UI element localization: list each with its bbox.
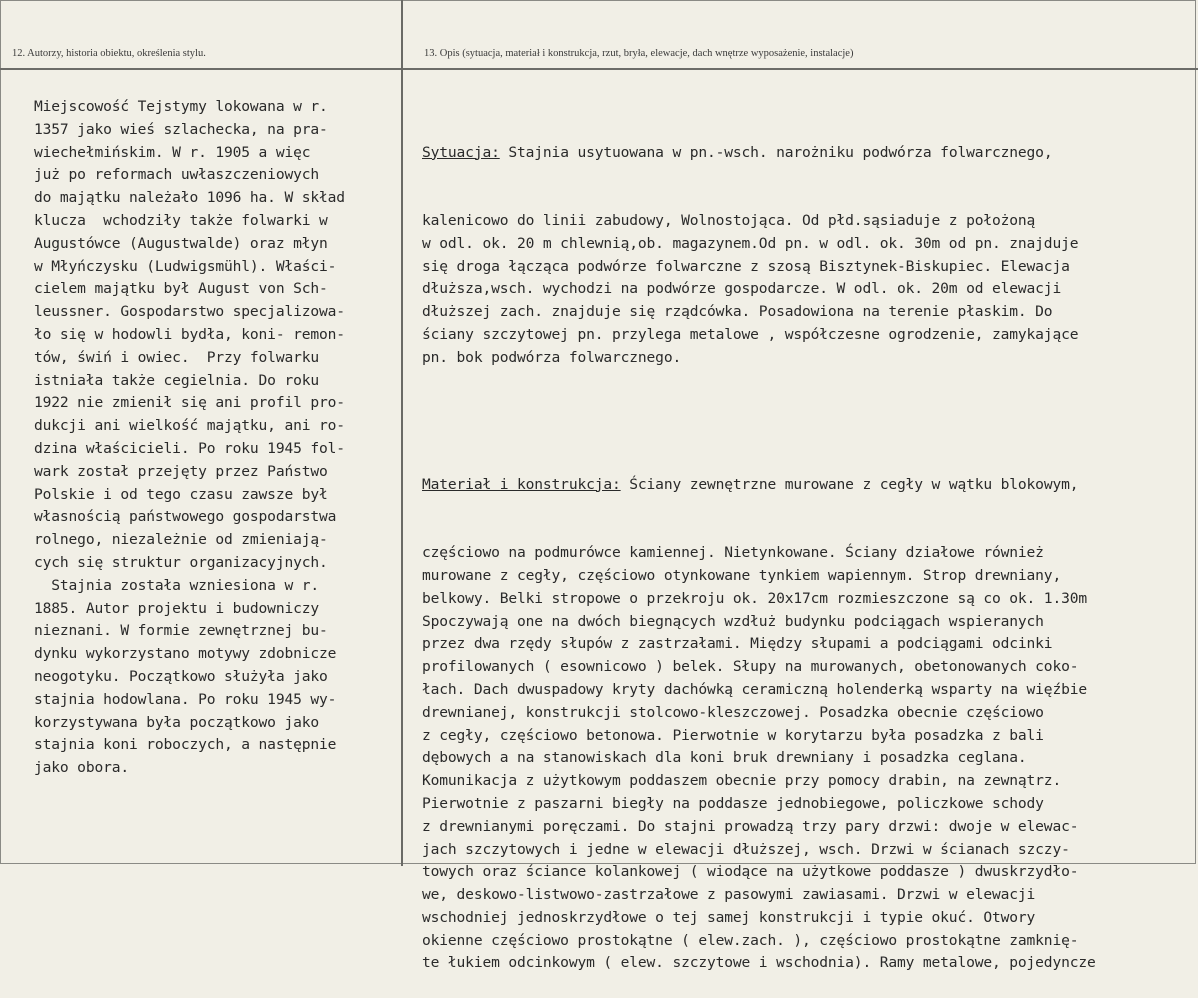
text-line: okienne częściowo prostokątne ( elew.zach. ), częściowo prostokątne zamknię- bbox=[422, 931, 1079, 949]
text-line: 1922 nie zmienił się ani profil pro- bbox=[34, 394, 345, 412]
text-line: we, deskowo-listwowo-zastrzałowe z pasowymi zawiasami. Drzwi w elewacji bbox=[422, 886, 1036, 904]
text-line: dłuższa,wsch. wychodzi na podwórze gospodarcze. W odl. ok. 20m od elewacji bbox=[422, 280, 1062, 298]
text-line: łach. Dach dwuspadowy kryty dachówką ceramiczną holenderką wsparty na więźbie bbox=[422, 680, 1087, 698]
text-line: tów, świń i owiec. Przy folwarku bbox=[34, 348, 319, 366]
text-line: Pierwotnie z paszarni biegły na poddasze jednobiegowe, policzkowe schody bbox=[422, 794, 1044, 812]
text-line: Spoczywają one na dwóch biegnących wzdłuż budynku podciągach wspieranych bbox=[422, 612, 1044, 630]
text-line: jako obora. bbox=[34, 759, 129, 777]
header-strip bbox=[0, 0, 1198, 70]
text-line: kalenicowo do linii zabudowy, Wolnostojąca. Od płd.sąsiaduje z położoną bbox=[422, 211, 1036, 229]
situation-paragraph bbox=[422, 210, 1196, 370]
text-line: Polskie i od tego czasu zawsze był bbox=[34, 485, 328, 503]
text-line: w Młyńczysku (Ludwigsmühl). Właści- bbox=[34, 257, 337, 275]
text-line: leussner. Gospodarstwo specjalizowa- bbox=[34, 303, 345, 321]
text-line: towych oraz ściance kolankowej ( wiodące na użytkowe poddasze ) dwuskrzydło- bbox=[422, 863, 1079, 881]
text-line: korzystywana była początkowo jako bbox=[34, 713, 319, 731]
text-line: pn. bok podwórza folwarcznego. bbox=[422, 348, 682, 366]
text-line: ło się w hodowli bydła, koni- remon- bbox=[34, 325, 345, 343]
text-line: belkowy. Belki stropowe o przekroju ok. 20x17cm rozmieszczone są co ok. 1.30m bbox=[422, 589, 1087, 607]
situation-first-text: Stajnia usytuowana w pn.-wsch. narożniku podwórza folwarcznego, bbox=[499, 143, 1053, 161]
text-line: dzina właścicieli. Po roku 1945 fol- bbox=[34, 439, 345, 457]
text-line: stajnia koni roboczych, a następnie bbox=[34, 736, 337, 754]
text-line: 1885. Autor projektu i budowniczy bbox=[34, 599, 319, 617]
history-text-column bbox=[34, 96, 398, 780]
text-line: w odl. ok. 20 m chlewnią,ob. magazynem.Od pn. w odl. ok. 30m od pn. znajduje bbox=[422, 234, 1079, 252]
text-line: klucza wchodziły także folwarki w bbox=[34, 211, 328, 229]
text-line: 1357 jako wieś szlachecka, na pra- bbox=[34, 120, 328, 138]
material-heading: Materiał i konstrukcja: bbox=[422, 475, 621, 493]
column-divider bbox=[401, 0, 403, 866]
text-line: dukcji ani wielkość majątku, ani ro- bbox=[34, 417, 345, 435]
text-line: profilowanych ( esownicowo ) belek. Słupy na murowanych, obetonowanych coko- bbox=[422, 658, 1079, 676]
text-line: stajnia hodowlana. Po roku 1945 wy- bbox=[34, 690, 337, 708]
text-line: istniała także cegielnia. Do roku bbox=[34, 371, 319, 389]
text-line: jach szczytowych i jedne w elewacji dłuższej, wsch. Drzwi w ścianach szczy- bbox=[422, 840, 1070, 858]
description-text-column bbox=[422, 96, 1196, 998]
text-line: wiechełmińskim. W r. 1905 a więc bbox=[34, 143, 311, 161]
material-first-line bbox=[422, 474, 1196, 497]
text-line: Augustówce (Augustwalde) oraz młyn bbox=[34, 234, 328, 252]
left-column-header: 12. Autorzy, historia obiektu, określenia stylu. bbox=[12, 48, 206, 59]
text-line: dębowych a na stanowiskach dla koni bruk drewniany i posadzka ceglana. bbox=[422, 749, 1027, 767]
text-line: Miejscowość Tejstymy lokowana w r. bbox=[34, 98, 328, 115]
text-line: te łukiem odcinkowym ( elew. szczytowe i wschodnia). Ramy metalowe, pojedyncze bbox=[422, 954, 1096, 972]
text-line: cych się struktur organizacyjnych. bbox=[34, 553, 328, 571]
text-line: wschodniej jednoskrzydłowe o tej samej konstrukcji i typie okuć. Otwory bbox=[422, 908, 1036, 926]
text-line: się droga łącząca podwórze folwarczne z szosą Bisztynek-Biskupiec. Elewacja bbox=[422, 257, 1070, 275]
text-line: ściany szczytowej pn. przylega metalowe , współczesne ogrodzenie, zamykające bbox=[422, 325, 1079, 343]
right-column-header: 13. Opis (sytuacja, materiał i konstrukcja, rzut, bryła, elewacje, dach wnętrze wyposażenie, instalacje) bbox=[424, 48, 854, 59]
text-line: Komunikacja z użytkowym poddaszem obecnie przy pomocy drabin, na zewnątrz. bbox=[422, 772, 1062, 790]
text-line: drewnianej, konstrukcji stolcowo-kleszczowej. Posadzka obecnie częściowo bbox=[422, 703, 1044, 721]
material-first-text: Ściany zewnętrzne murowane z cegły w wątku blokowym, bbox=[620, 475, 1079, 493]
text-line: przez dwa rzędy słupów z zastrzałami. Między słupami a podciągami odcinki bbox=[422, 635, 1053, 653]
text-line: z drewnianymi poręczami. Do stajni prowadzą trzy pary drzwi: dwoje w elewac- bbox=[422, 817, 1079, 835]
text-line: z cegły, częściowo betonowa. Pierwotnie w korytarzu była posadzka z bali bbox=[422, 726, 1044, 744]
text-line: rolnego, niezależnie od zmieniają- bbox=[34, 531, 328, 549]
text-line: dłuższej zach. znajduje się rządcówka. Posadowiona na terenie płaskim. Do bbox=[422, 303, 1053, 321]
text-line: Stajnia została wzniesiona w r. bbox=[34, 576, 319, 594]
situation-first-line bbox=[422, 142, 1196, 165]
text-line: neogotyku. Początkowo służyła jako bbox=[34, 667, 328, 685]
text-line: już po reformach uwłaszczeniowych bbox=[34, 166, 319, 184]
text-line: cielem majątku był August von Sch- bbox=[34, 280, 328, 298]
text-line: nieznani. W formie zewnętrznej bu- bbox=[34, 622, 328, 640]
text-line: częściowo na podmurówce kamiennej. Nietynkowane. Ściany działowe również bbox=[422, 544, 1044, 562]
paragraph-gap bbox=[422, 415, 1196, 428]
text-line: własnością państwowego gospodarstwa bbox=[34, 508, 337, 526]
text-line: wark został przejęty przez Państwo bbox=[34, 462, 328, 480]
situation-heading: Sytuacja: bbox=[422, 143, 500, 161]
material-paragraph bbox=[422, 542, 1196, 975]
text-line: murowane z cegły, częściowo otynkowane tynkiem wapiennym. Strop drewniany, bbox=[422, 566, 1062, 584]
text-line: dynku wykorzystano motywy zdobnicze bbox=[34, 645, 337, 663]
text-line: do majątku należało 1096 ha. W skład bbox=[34, 189, 345, 207]
